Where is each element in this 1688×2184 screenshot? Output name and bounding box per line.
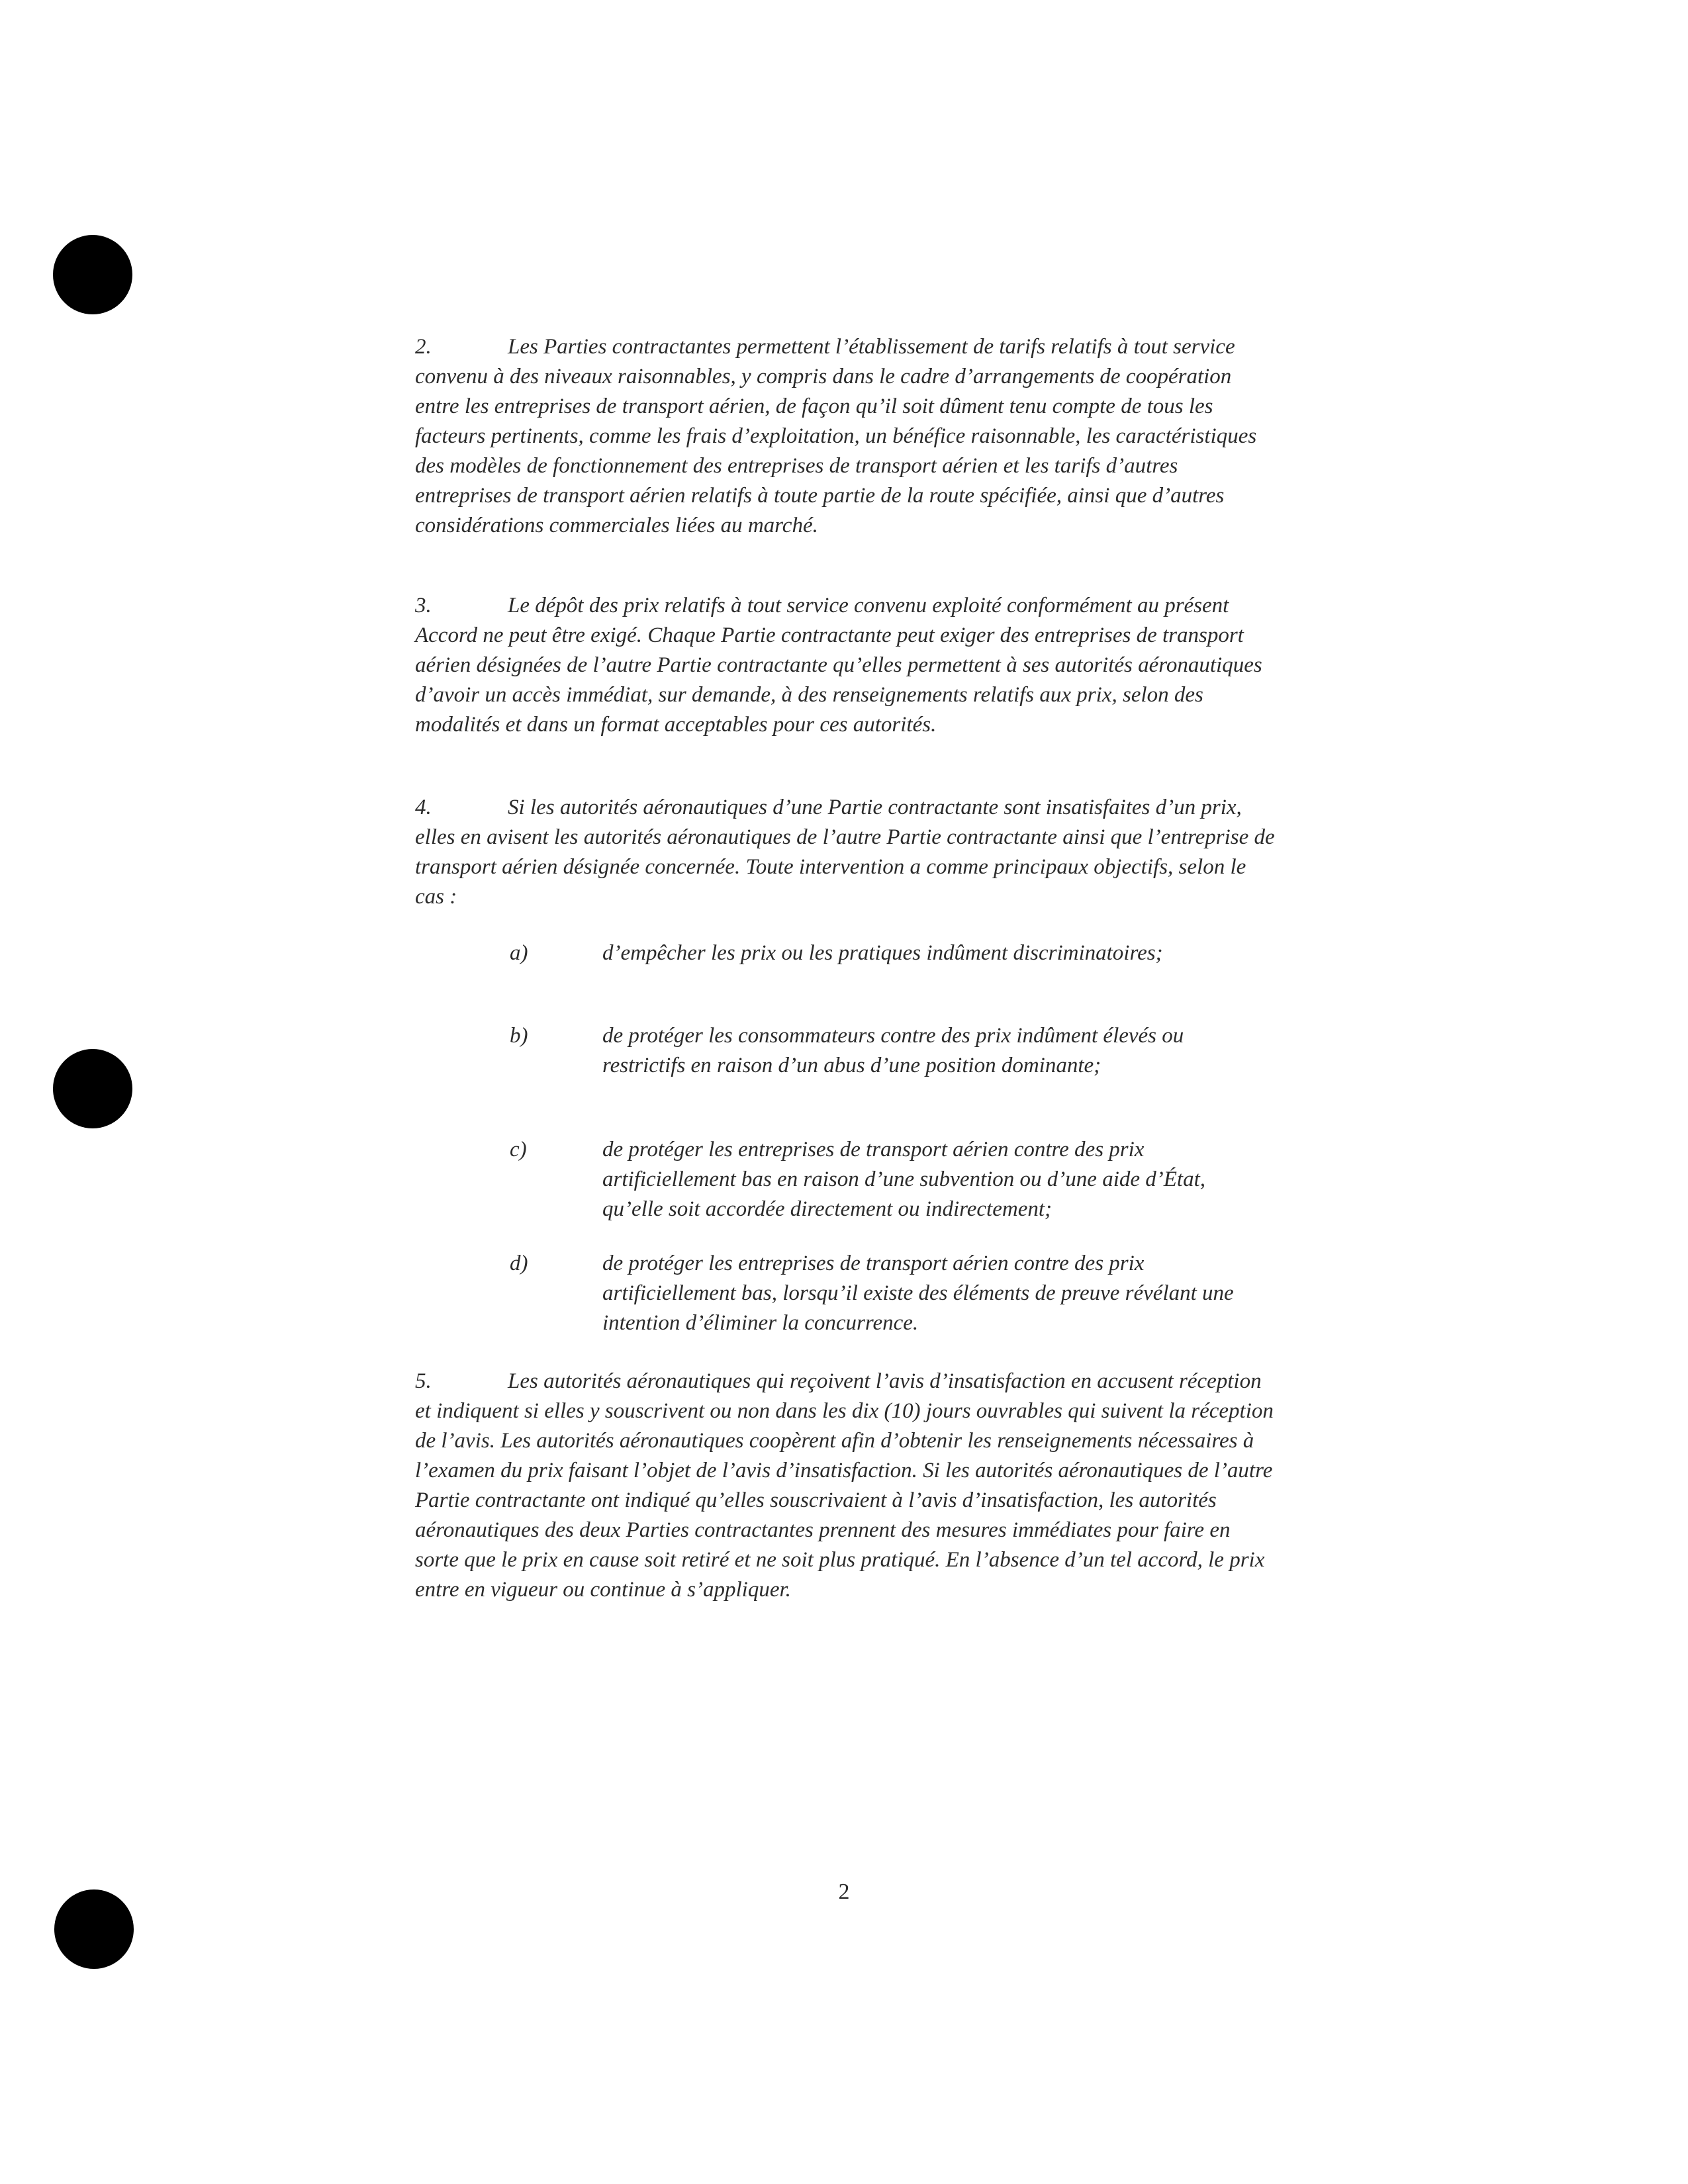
paragraph-number: 3. xyxy=(415,594,432,617)
list-item-text: d’empêcher les prix ou les pratiques indûment discriminatoires; xyxy=(602,941,1163,965)
list-item-text: de protéger les entreprises de transport aérien contre des prix artificiellement bas, lorsqu’il existe des éléments de preuve révélant une intention d’éliminer la concurrence. xyxy=(602,1251,1234,1335)
paragraph-number: 5. xyxy=(415,1369,432,1393)
page-number: 2 xyxy=(838,1880,850,1904)
punch-hole-top xyxy=(53,235,132,314)
list-item-c xyxy=(510,1135,1271,1224)
paragraph-number: 4. xyxy=(415,796,432,819)
list-item-b xyxy=(510,1021,1271,1081)
paragraph-2 xyxy=(415,332,1276,541)
paragraph-number: 2. xyxy=(415,335,432,359)
paragraph-text: Les Parties contractantes permettent l’établissement de tarifs relatifs à tout service convenu à des niveaux raisonnables, y compris dans le cadre d’arrangements de coopération entre les entreprises de transport aérien, de façon qu’il soit dûment tenu compte de tous les facteurs pertinents, comme les frais d’exploitation, un bénéfice raisonnable, les caractéristiques des modèles de fonctionnement des entreprises de transport aérien et les tarifs d’autres entreprises de transport aérien relatifs à toute partie de la route spécifiée, ainsi que d’autres considérations commerciales liées au marché. xyxy=(415,335,1257,537)
list-item-label: d) xyxy=(510,1251,528,1275)
paragraph-text: Le dépôt des prix relatifs à tout service convenu exploité conformément au présent Accord ne peut être exigé. Chaque Partie contractante peut exiger des entreprises de transport aérien désignées de l’autre Partie contractante qu’elles permettent à ses autorités aéronautiques d’avoir un accès immédiat, sur demande, à des renseignements relatifs aux prix, selon des modalités et dans un format acceptables pour ces autorités. xyxy=(415,594,1262,737)
list-item-label: b) xyxy=(510,1024,528,1048)
list-item-d xyxy=(510,1249,1271,1338)
list-item-a xyxy=(510,938,1271,968)
paragraph-4 xyxy=(415,793,1276,912)
list-item-label: c) xyxy=(510,1138,527,1161)
punch-hole-middle xyxy=(53,1049,132,1128)
paragraph-3 xyxy=(415,591,1276,740)
paragraph-5 xyxy=(415,1367,1276,1605)
list-item-text: de protéger les consommateurs contre des prix indûment élevés ou restrictifs en raison d’un abus d’une position dominante; xyxy=(602,1024,1184,1077)
paragraph-text: Les autorités aéronautiques qui reçoivent l’avis d’insatisfaction en accusent réception et indiquent si elles y souscrivent ou non dans les dix (10) jours ouvrables qui suivent la réception de l’avis. Les autorités aéronautiques coopèrent afin d’obtenir les renseignements nécessaires à l’examen du prix faisant l’objet de l’avis d’insatisfaction. Si les autorités aéronautiques de l’autre Partie contractante ont indiqué qu’elles souscrivaient à l’avis d’insatisfaction, les autorités aéronautiques des deux Parties contractantes prennent des mesures immédiates pour faire en sorte que le prix en cause soit retiré et ne soit plus pratiqué. En l’absence d’un tel accord, le prix entre en vigueur ou continue à s’appliquer. xyxy=(415,1369,1274,1602)
list-item-text: de protéger les entreprises de transport aérien contre des prix artificiellement bas en raison d’une subvention ou d’une aide d’État, qu’elle soit accordée directement ou indirectement; xyxy=(602,1138,1205,1221)
paragraph-text: Si les autorités aéronautiques d’une Partie contractante sont insatisfaites d’un prix, elles en avisent les autorités aéronautiques de l’autre Partie contractante ainsi que l’entreprise de transport aérien désignée concernée. Toute intervention a comme principaux objectifs, selon le cas : xyxy=(415,796,1275,909)
list-item-label: a) xyxy=(510,941,528,965)
